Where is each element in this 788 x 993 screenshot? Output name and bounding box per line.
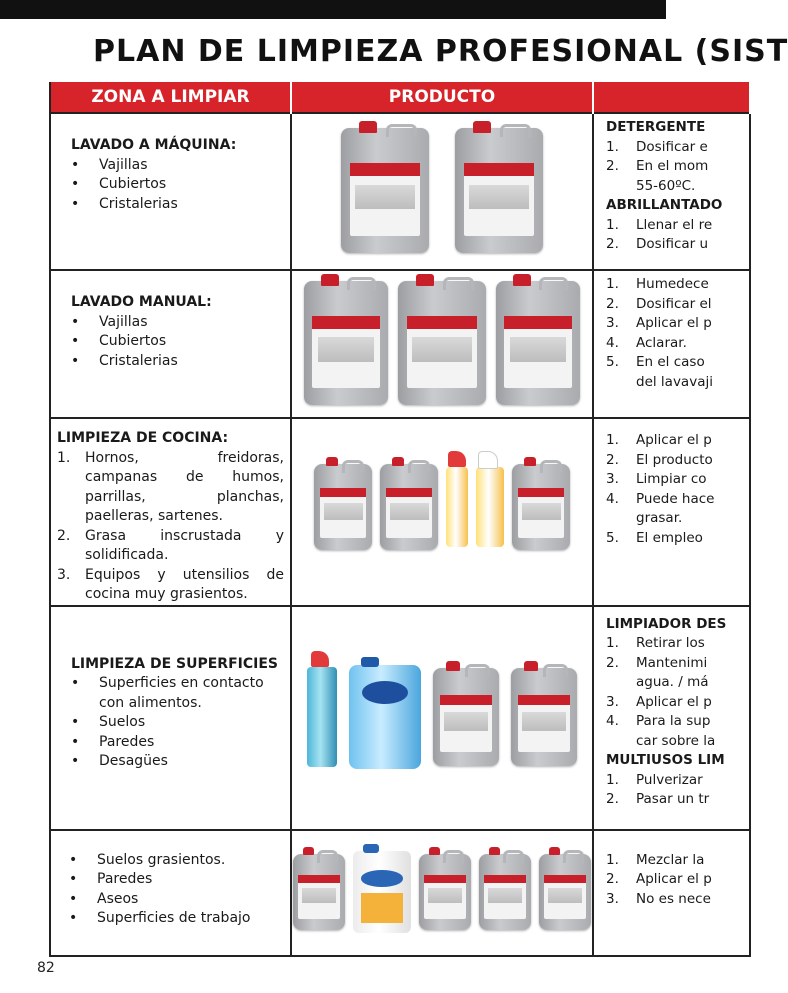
dishwash-bottle-image <box>304 281 388 405</box>
list-item: 2. Grasa inscrustada y solidificada. <box>57 527 284 563</box>
product-cell <box>291 830 593 956</box>
sanitizer-bottle-image <box>433 668 499 766</box>
floor-cleaner-bottle-image <box>293 854 345 930</box>
instructions-subtitle: LIMPIADOR DES <box>606 615 727 632</box>
list-item: 4. Puede hace <box>606 490 715 507</box>
list-item: 2. Dosificar u <box>606 236 709 252</box>
instructions-list <box>606 216 749 255</box>
list-item: 3. Aplicar el p <box>606 315 712 331</box>
floor-cleaner-jug-image <box>353 851 411 933</box>
instructions-list <box>606 771 749 810</box>
list-item: 1. Dosificar e <box>606 138 708 155</box>
cleaning-plan-table <box>49 82 751 957</box>
dishwash-bottle-image <box>398 281 486 405</box>
header-zone: ZONA A LIMPIAR <box>50 82 291 113</box>
list-item: • Superficies de trabajo <box>69 909 284 929</box>
list-item: 1. Hornos, freidoras, campanas de humos, parrillas, planchas, paelleras, sartenes. <box>57 449 284 524</box>
list-item: 4. Aclarar. <box>606 334 687 351</box>
list-item: • Cristalerias <box>71 195 284 215</box>
multipurpose-jug-image <box>349 665 421 769</box>
instructions-list <box>606 138 749 197</box>
degreaser-bottle-image <box>380 464 438 550</box>
zone-cell <box>50 113 291 270</box>
instructions-cell <box>593 113 750 270</box>
zone-title: LAVADO MANUAL: <box>71 294 212 310</box>
list-item: • Paredes <box>69 870 284 890</box>
instructions-list <box>606 634 749 751</box>
detergent-bottle-image <box>341 128 429 253</box>
list-item: 2. Pasar un tr <box>606 791 710 807</box>
table-header-row <box>50 82 750 113</box>
list-item: • Superficies en contacto con alimentos. <box>71 674 284 713</box>
instructions-cell <box>593 270 750 418</box>
sanitizer-bottle-image <box>511 668 577 766</box>
list-item: 1. Pulverizar <box>606 771 703 788</box>
list-item: • Vajillas <box>71 313 284 333</box>
list-item: 1. Mezclar la <box>606 851 705 868</box>
list-item: 2. Dosificar el <box>606 295 712 312</box>
page-number: 82 <box>37 960 55 976</box>
list-item: • Desagües <box>71 752 284 772</box>
zone-cell <box>50 418 291 606</box>
product-cell <box>291 606 593 830</box>
list-item: 1. Retirar los <box>606 635 705 651</box>
zone-cell <box>50 606 291 830</box>
list-item: • Cubiertos <box>71 332 284 352</box>
glass-cleaner-spray-image <box>307 667 337 767</box>
instructions-subtitle: DETERGENTE <box>606 119 706 135</box>
list-item: agua. / má <box>636 674 709 690</box>
dishwash-bottle-image <box>496 281 580 405</box>
table-row <box>50 830 750 956</box>
list-item: 3. Limpiar co <box>606 471 707 487</box>
list-item: • Suelos grasientos. <box>69 851 284 871</box>
instructions-list <box>606 275 749 392</box>
list-item: 1. Humedece <box>606 276 709 292</box>
table-row <box>50 418 750 606</box>
list-item: 2. En el mom <box>606 158 709 174</box>
list-item: car sobre la <box>636 732 716 749</box>
list-item: 2. Mantenimi <box>606 654 708 671</box>
table-row <box>50 270 750 418</box>
instructions-cell <box>593 606 750 830</box>
spray-bottle-image <box>476 467 504 547</box>
spray-bottle-image <box>446 467 468 547</box>
list-item: 4. Para la sup <box>606 713 711 729</box>
zone-list <box>57 449 284 605</box>
product-cell <box>291 270 593 418</box>
header-instructions <box>593 82 750 113</box>
degreaser-bottle-image <box>512 464 570 550</box>
product-cell <box>291 113 593 270</box>
list-item: 1. Aplicar el p <box>606 432 712 448</box>
list-item: 5. El empleo <box>606 529 703 546</box>
list-item: 3. Aplicar el p <box>606 693 712 710</box>
rinse-aid-bottle-image <box>455 128 543 253</box>
list-item: 3. No es nece <box>606 890 711 907</box>
floor-cleaner-bottle-image <box>479 854 531 930</box>
table-row <box>50 606 750 830</box>
list-item: • Cubiertos <box>71 175 284 195</box>
zone-title: LIMPIEZA DE COCINA: <box>57 430 229 446</box>
list-item: grasar. <box>636 510 683 526</box>
zone-list <box>71 313 284 372</box>
zone-cell <box>50 270 291 418</box>
instructions-cell <box>593 418 750 606</box>
list-item: • Cristalerias <box>71 352 284 372</box>
header-product: PRODUCTO <box>291 82 593 113</box>
list-item: • Aseos <box>69 890 284 910</box>
zone-list <box>69 851 284 929</box>
instructions-cell <box>593 830 750 956</box>
zone-list <box>71 156 284 215</box>
zone-title: LAVADO A MÁQUINA: <box>71 137 237 153</box>
page-title: PLAN DE LIMPIEZA PROFESIONAL (SIST <box>93 34 788 69</box>
zone-cell <box>50 830 291 956</box>
list-item: 1. Llenar el re <box>606 216 713 233</box>
table-row <box>50 113 750 270</box>
instructions-list <box>606 431 749 548</box>
list-item: • Paredes <box>71 733 284 753</box>
list-item: 5. En el caso <box>606 354 705 370</box>
zone-title: LIMPIEZA DE SUPERFICIES <box>71 655 278 672</box>
floor-cleaner-bottle-image <box>419 854 471 930</box>
top-black-bar <box>0 0 666 19</box>
instructions-subtitle: MULTIUSOS LIM <box>606 752 725 768</box>
list-item: • Vajillas <box>71 156 284 176</box>
list-item: • Suelos <box>71 713 284 733</box>
list-item: 55-60ºC. <box>636 177 696 194</box>
list-item: 2. El producto <box>606 451 713 468</box>
list-item: del lavavaji <box>636 373 713 390</box>
instructions-list <box>606 851 749 910</box>
product-cell <box>291 418 593 606</box>
instructions-subtitle: ABRILLANTADO <box>606 197 723 213</box>
degreaser-bottle-image <box>314 464 372 550</box>
list-item: 2. Aplicar el p <box>606 871 712 887</box>
floor-cleaner-bottle-image <box>539 854 591 930</box>
list-item: 3. Equipos y utensilios de cocina muy grasientos. <box>57 566 284 602</box>
zone-list <box>71 674 284 772</box>
